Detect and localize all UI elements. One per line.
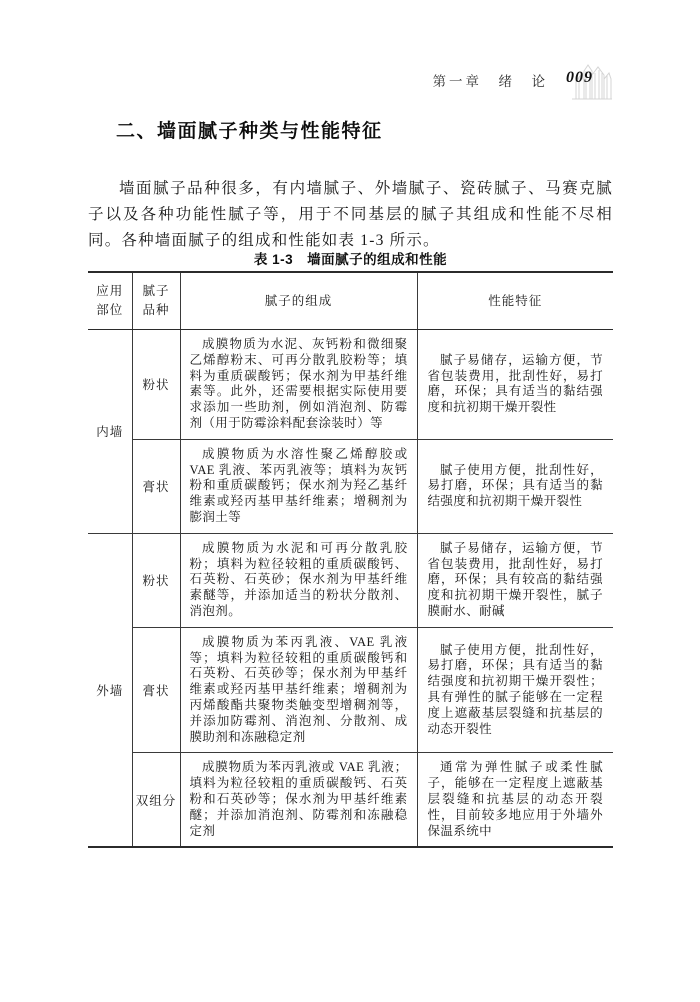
composition-cell: 成膜物质为水溶性聚乙烯醇胶或 VAE 乳液、苯丙乳液等；填料为灰钙粉和重质碳酸钙；保水剂为羟乙基纤维素或羟丙基甲基纤维素；增稠剂为膨润土等	[180, 439, 417, 533]
header-putty-type: 腻子品种	[132, 272, 180, 330]
chapter-title: 第一章 绪 论	[432, 74, 548, 89]
type-cell: 双组分	[132, 753, 180, 847]
header-decoration	[554, 59, 612, 101]
header-composition: 腻子的组成	[180, 272, 417, 330]
performance-cell: 腻子易储存，运输方便，节省包装费用，批刮性好，易打磨，环保；具有适当的黏结强度和抗初期干燥开裂性	[417, 330, 613, 440]
type-cell: 粉状	[132, 330, 180, 440]
composition-cell: 成膜物质为水泥和可再分散乳胶粉；填料为粒径较粗的重质碳酸钙、石英粉、石英砂；保水剂为甲基纤维素醚等，并添加适当的粉状分散剂、消泡剂。	[180, 533, 417, 627]
type-cell: 粉状	[132, 533, 180, 627]
location-interior-wall: 内墙	[88, 330, 132, 534]
performance-cell: 通常为弹性腻子或柔性腻子，能够在一定程度上遮蔽基层裂缝和抗基层的动态开裂性，目前较多地应用于外墙外保温系统中	[417, 753, 613, 847]
table-row	[88, 533, 613, 627]
table-header-row	[88, 272, 613, 330]
type-cell: 膏状	[132, 627, 180, 753]
performance-cell: 腻子使用方便，批刮性好，易打磨，环保；具有适当的黏结强度和抗初期干燥开裂性；具有弹性的腻子能够在一定程度上遮蔽基层裂缝和抗基层的动态开裂性	[417, 627, 613, 753]
table-caption: 表 1-3 墙面腻子的组成和性能	[253, 252, 448, 267]
section-heading: 二、墙面腻子种类与性能特征	[116, 121, 383, 142]
table-row	[88, 627, 613, 753]
composition-cell: 成膜物质为苯丙乳液或 VAE 乳液；填料为粒径较粗的重质碳酸钙、石英粉和石英砂等；保水剂为甲基纤维素醚；并添加消泡剂、防霉剂和冻融稳定剂	[180, 753, 417, 847]
performance-cell: 腻子易储存，运输方便，节省包装费用，批刮性好，易打磨，环保；具有较高的黏结强度和抗初期干燥开裂性，腻子膜耐水、耐碱	[417, 533, 613, 627]
location-exterior-wall: 外墙	[88, 533, 132, 847]
header-performance: 性能特征	[417, 272, 613, 330]
table-row	[88, 439, 613, 533]
putty-composition-table	[88, 271, 613, 848]
composition-cell: 成膜物质为水泥、灰钙粉和微细聚乙烯醇粉末、可再分散乳胶粉等；填料为重质碳酸钙；保水剂为甲基纤维素等。此外，还需要根据实际使用要求添加一些助剂，例如消泡剂、防霉剂（用于防霉涂料配套涂装时）等	[180, 330, 417, 440]
performance-cell: 腻子使用方便，批刮性好，易打磨，环保；具有适当的黏结强度和抗初期干燥开裂性	[417, 439, 613, 533]
table-row	[88, 753, 613, 847]
header-application-location: 应用部位	[88, 272, 132, 330]
type-cell: 膏状	[132, 439, 180, 533]
running-header	[433, 62, 613, 98]
intro-paragraph: 墙面腻子品种很多，有内墙腻子、外墙腻子、瓷砖腻子、马赛克腻子以及各种功能性腻子等，用于不同基层的腻子其组成和性能不尽相同。各种墙面腻子的组成和性能如表 1-3 所示。	[88, 179, 613, 249]
table-row	[88, 330, 613, 440]
page-number: 009	[566, 69, 593, 86]
composition-cell: 成膜物质为苯丙乳液、VAE 乳液等；填料为粒径较粗的重质碳酸钙和石英粉、石英砂等；保水剂为甲基纤维素或羟丙基甲基纤维素；增稠剂为丙烯酸酯共聚物类触变型增稠剂等，并添加防霉剂、消泡剂、分散剂、成膜助剂和冻融稳定剂	[180, 627, 417, 753]
